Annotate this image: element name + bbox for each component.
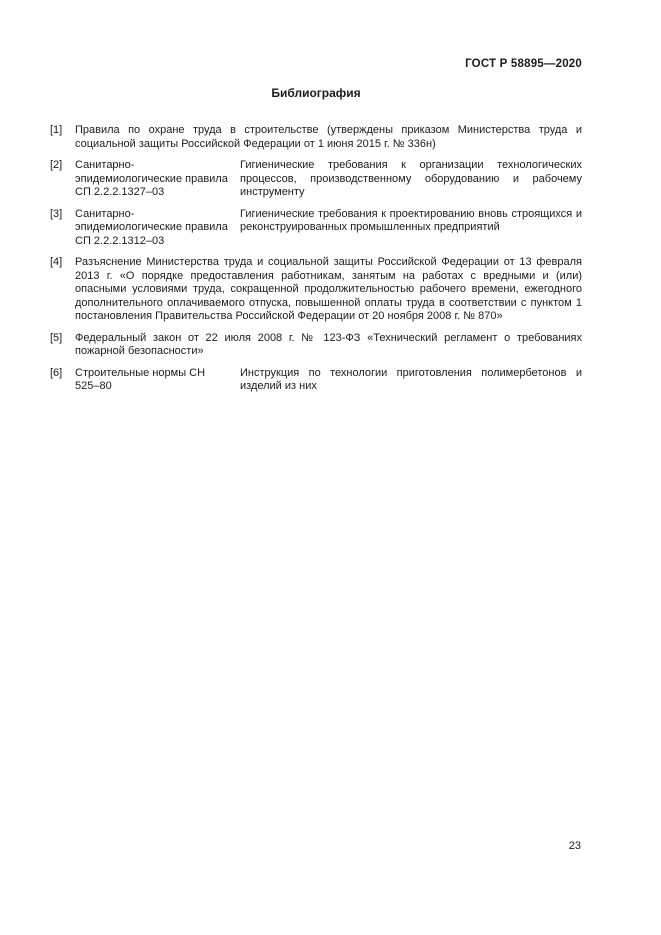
bibliography-entry: [50, 256, 582, 324]
page-title: Библиография: [271, 86, 361, 100]
bibliography-entry: [50, 367, 582, 394]
entry-text: Разъяснение Министерства труда и социальной защиты Российской Федерации от 13 февраля 2013 г. «О порядке предоставления работникам, занятым на работах с вредными и (или) опасными условиями труда, сокращенной продолжительностью рабочего времени, ежегодного дополнительного оплачиваемого отпуска, повышенной оплаты труда в соответствии с пунктом 1 постановления Правительства Российской Федерации от 20 ноября 2008 г. № 870»: [75, 256, 582, 322]
entry-number: [4]: [50, 256, 63, 268]
document-code: ГОСТ Р 58895—2020: [465, 58, 582, 70]
entry-text: Гигиенические требования к проектированию вновь строящихся и реконструированных промышленных предприятий: [240, 207, 582, 233]
bibliography-entry: [50, 332, 582, 359]
entry-text: Гигиенические требования к организации технологических процессов, производственному оборудованию и рабочему инструменту: [240, 159, 582, 198]
entry-text: Федеральный закон от 22 июля 2008 г. № 123-ФЗ «Технический регламент о требованиях пожарной безопасности»: [75, 331, 582, 357]
entry-text: Правила по охране труда в строительстве (утверждены приказом Министерства труда и социальной защиты Российской Федерации от 1 июня 2015 г. № 336н): [75, 124, 582, 150]
entry-number: [3]: [50, 207, 63, 220]
entry-number: [2]: [50, 159, 63, 171]
bibliography-entry: [50, 124, 582, 151]
bibliography-entry: [50, 208, 582, 249]
entry-columns: [75, 367, 582, 394]
entry-label: Санитарно-эпидемиологические правила СП 2.2.2.1312–03: [75, 207, 228, 247]
page-number: 23: [568, 840, 581, 852]
entry-number: [1]: [50, 124, 63, 136]
entry-columns: [75, 208, 582, 249]
entry-label: Строительные нормы СН 525–80: [75, 366, 206, 392]
entry-label: Санитарно-эпидемиологические правила СП 2.2.2.1327–03: [75, 159, 228, 198]
bibliography-entry: [50, 159, 582, 200]
entry-columns: [75, 159, 582, 200]
entry-number: [5]: [50, 331, 63, 344]
entry-number: [6]: [50, 366, 63, 379]
entry-text: Инструкция по технологии приготовления полимербетонов и изделий из них: [240, 366, 582, 392]
